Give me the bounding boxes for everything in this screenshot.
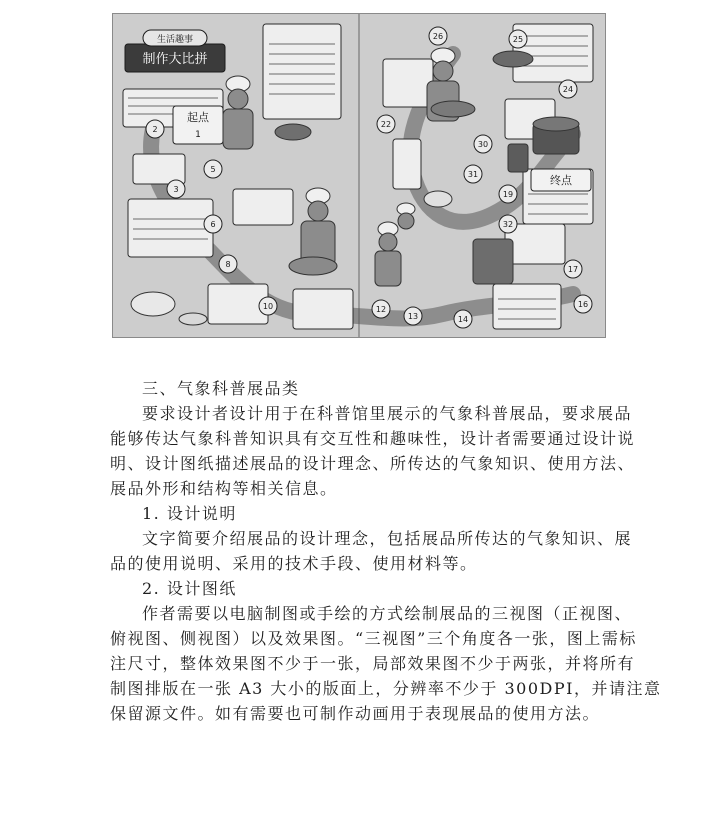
start-box: [173, 106, 223, 144]
board-number: 17: [567, 265, 579, 274]
start-number: 1: [195, 130, 201, 140]
board-game-svg: [113, 14, 605, 337]
paragraph-line: 保留源文件。如有需要也可制作动画用于表现展品的使用方法。: [110, 704, 601, 723]
board-number: 24: [562, 85, 574, 94]
board-number: 16: [577, 300, 589, 309]
item2-paragraph: [110, 601, 662, 726]
item1-paragraph: [110, 526, 633, 576]
item2-heading: 2. 设计图纸: [142, 579, 237, 598]
board-number: 14: [457, 315, 469, 324]
paragraph-line: 制图排版在一张 A3 大小的版面上，分辨率不少于 300DPI，并请注意: [110, 679, 662, 698]
board-number: 13: [407, 312, 419, 321]
paragraph-line: 明、设计图纸描述展品的设计理念、所传达的气象知识、使用方法、: [110, 454, 636, 473]
board-number: 6: [210, 220, 216, 229]
board-number: 30: [477, 140, 489, 149]
start-label: 起点: [187, 111, 209, 124]
banner-title-text: 制作大比拼: [142, 52, 208, 67]
board-number: 25: [512, 35, 524, 44]
banner-small-text: 生活趣事: [156, 35, 194, 45]
intro-paragraph: [110, 401, 636, 501]
section-content: [110, 376, 662, 726]
board-number: 2: [152, 125, 158, 134]
board-number: 22: [380, 120, 392, 129]
board-number: 3: [173, 185, 179, 194]
board-number: 31: [467, 170, 479, 179]
board-number: 12: [375, 305, 387, 314]
item1-heading: 1. 设计说明: [142, 504, 237, 523]
board-number: 10: [262, 302, 274, 311]
paragraph-line: 品的使用说明、采用的技术手段、使用材料等。: [110, 554, 478, 573]
paragraph-line: 文字简要介绍展品的设计理念，包括展品所传达的气象知识、展: [142, 529, 633, 548]
end-label: 终点: [550, 174, 572, 187]
board-game-illustration: [112, 13, 606, 338]
board-number: 8: [225, 260, 231, 269]
board-number: 32: [502, 220, 514, 229]
paragraph-line: 要求设计者设计用于在科普馆里展示的气象科普展品，要求展品: [142, 404, 633, 423]
paragraph-line: 作者需要以电脑制图或手绘的方式绘制展品的三视图（正视图、: [142, 604, 633, 623]
end-box: [531, 169, 591, 191]
board-number: 5: [210, 165, 216, 174]
section-heading: 三、气象科普展品类: [142, 379, 300, 398]
paragraph-line: 俯视图、侧视图）以及效果图。“三视图”三个角度各一张，图上需标: [110, 629, 637, 648]
paragraph-line: 展品外形和结构等相关信息。: [110, 479, 338, 498]
board-number: 19: [502, 190, 514, 199]
paragraph-line: 能够传达气象科普知识具有交互性和趣味性，设计者需要通过设计说: [110, 429, 636, 448]
board-number: 26: [432, 32, 444, 41]
paragraph-line: 注尺寸，整体效果图不少于一张，局部效果图不少于两张，并将所有: [110, 654, 636, 673]
